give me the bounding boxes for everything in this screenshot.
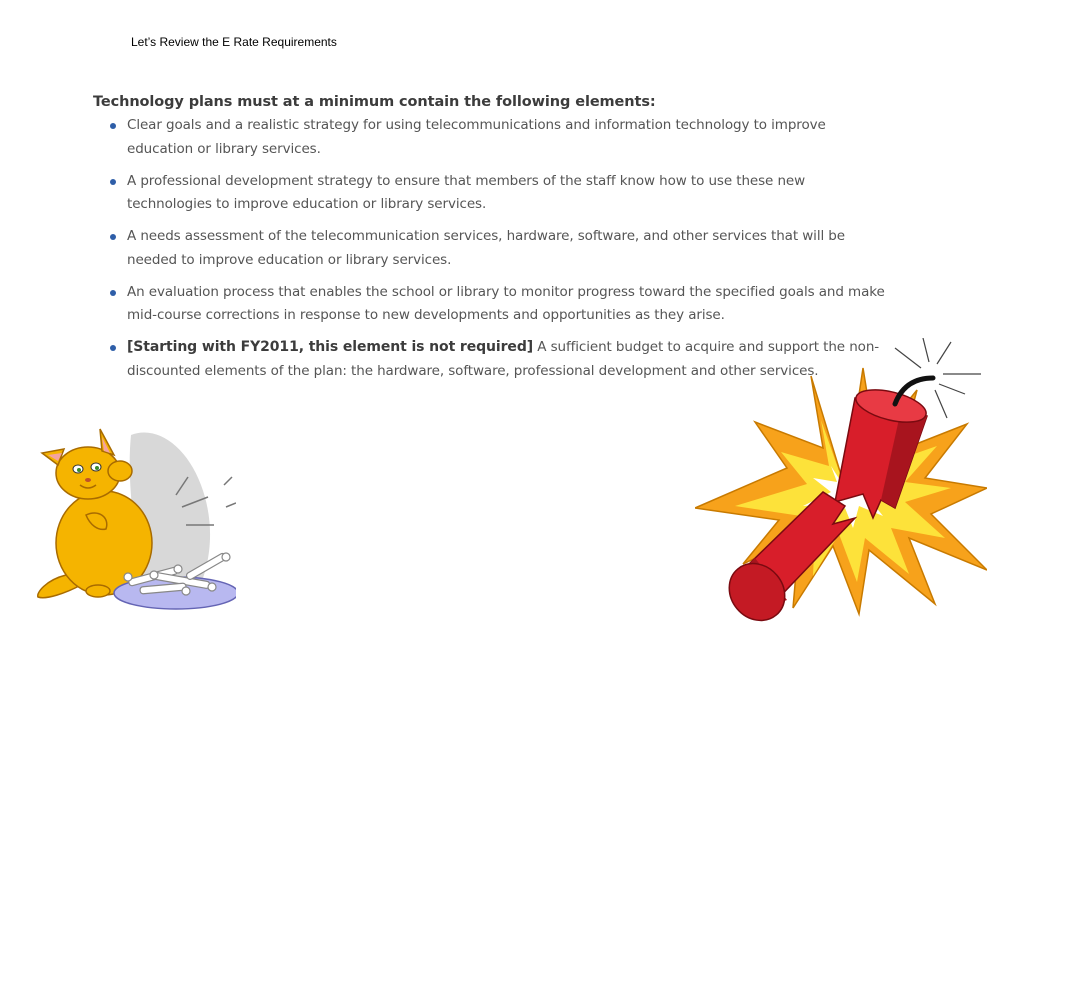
requirement-item bbox=[93, 225, 893, 272]
bullet-icon bbox=[110, 234, 116, 240]
requirement-text: Clear goals and a realistic strategy for using telecommunications and information technology to improve education or library services. bbox=[127, 117, 826, 157]
cat-clipart-image bbox=[36, 425, 236, 615]
requirement-text: An evaluation process that enables the school or library to monitor progress toward the specified goals and make mid-course corrections in response to new developments and opportunities as they arise. bbox=[127, 283, 885, 323]
requirement-text: A sufficient budget to acquire and support the non-discounted elements of the plan: the hardware, software, professional development and other services. bbox=[127, 339, 880, 379]
dynamite-clipart-image bbox=[695, 338, 987, 626]
requirement-item bbox=[93, 114, 893, 161]
requirement-note: [Starting with FY2011, this element is not required] bbox=[127, 339, 534, 355]
slide-title: Let’s Review the E Rate Requirements bbox=[131, 35, 337, 49]
bullet-icon bbox=[110, 345, 116, 351]
bullet-icon bbox=[110, 179, 116, 185]
requirement-text: A professional development strategy to ensure that members of the staff know how to use these new technologies to improve education or library services. bbox=[127, 172, 806, 212]
bullet-icon bbox=[110, 290, 116, 296]
cat-paw-raised bbox=[108, 461, 132, 481]
requirements-heading: Technology plans must at a minimum contain the following elements: bbox=[93, 94, 656, 110]
requirement-item bbox=[93, 281, 893, 328]
requirement-text: A needs assessment of the telecommunication services, hardware, software, and other services that will be needed to improve education or library services. bbox=[127, 228, 845, 268]
requirement-item bbox=[93, 170, 893, 217]
bullet-icon bbox=[110, 123, 116, 129]
